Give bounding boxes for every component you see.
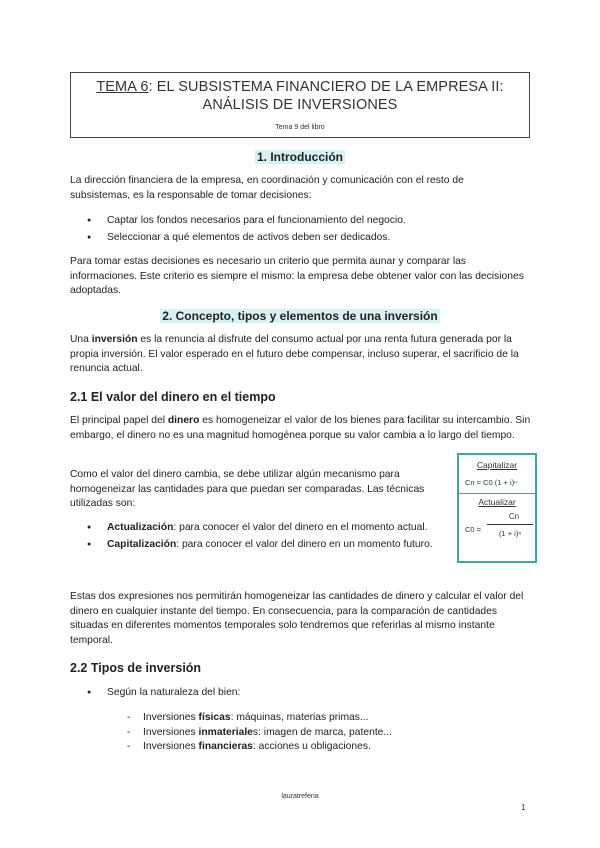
page-number: 1 — [521, 803, 526, 812]
heading-valor-dinero: 2.1 El valor del dinero en el tiempo — [70, 390, 276, 404]
title-rest: : EL SUBSISTEMA FINANCIERO DE LA EMPRESA II: — [148, 79, 504, 95]
heading-concepto: 2. Concepto, tipos y elementos de una inversión — [162, 309, 438, 323]
capitalizar-title: Capitalizar — [476, 460, 518, 470]
actualizar-numerator: Cn — [508, 512, 520, 521]
intro-paragraph: La dirección financiera de la empresa, en coordinación y comunicación con el resto de subsistemas, es la responsable de tomar decisiones: — [70, 175, 464, 201]
actualizar-formula — [459, 507, 535, 547]
heading-tipos-inversion: 2.2 Tipos de inversión — [70, 661, 202, 675]
tecnicas-bullets — [70, 521, 445, 554]
formula-box — [457, 453, 537, 563]
tecnicas-paragraph: Como el valor del dinero cambia, se debe utilizar algún mecanismo para homogeneizar las cantidades para que puedan ser comparadas. Las técnicas utilizadas son: — [70, 469, 425, 509]
list-item: ● Según la naturaleza del bien: — [70, 686, 240, 701]
tipos-bullets — [70, 686, 240, 701]
list-item: ● Captar los fondos necesarios para el funcionamiento del negocio. — [70, 214, 406, 229]
tipos-sublist — [125, 711, 392, 755]
fraction-bar — [487, 524, 533, 525]
formula-divider — [459, 493, 535, 494]
inversion-paragraph: Una inversión es la renuncia al disfrute del consumo actual por una renta futura generada por la propia inversión. El valor esperado en el futuro debe compensar, incluso superar, el sacrificio de la renuncia actual. — [70, 334, 519, 374]
list-item: ● Capitalización: para conocer el valor del dinero en un momento futuro. — [70, 538, 445, 553]
title-box — [70, 72, 530, 138]
capitalizar-formula: Cn = C0 (1 + i)ⁿ — [465, 478, 517, 487]
homogeneizar-paragraph: Estas dos expresiones nos permitirán homogeneizar las cantidades de dinero y calcular el valor del dinero en cualquier instante del tiempo. En consecuencia, para la comparación de cantidades situadas en diferentes momentos temporales solo tendremos que referirlas al mismo instante temporal. — [70, 591, 524, 646]
actualizar-lhs: C0 = — [465, 525, 482, 534]
dinero-paragraph: El principal papel del dinero es homogeneizar el valor de los bienes para facilitar su intercambio. Sin embargo, el dinero no es una magnitud homogénea porque su valor cambia a lo largo del tiempo. — [70, 415, 531, 441]
list-item: ● Actualización: para conocer el valor del dinero en el momento actual. — [70, 521, 445, 536]
heading-introduccion: 1. Introducción — [256, 150, 343, 164]
intro-bullets — [70, 214, 406, 245]
title-line-2: ANÁLISIS DE INVERSIONES — [202, 97, 398, 113]
actualizar-denominator: (1 + i)ⁿ — [498, 529, 522, 538]
title-tema: TEMA 6 — [96, 79, 149, 95]
list-item: - Inversiones inmateriales: imagen de marca, patente... — [125, 726, 392, 741]
title-subtitle: Tema 9 del libro — [275, 124, 325, 131]
actualizar-title: Actualizar — [478, 497, 516, 507]
footer-brand: lauratreferia — [281, 793, 319, 800]
list-item: ● Seleccionar a qué elementos de activos deben ser dedicados. — [70, 231, 406, 246]
intro-paragraph-2: Para tomar estas decisiones es necesario un criterio que permita aunar y comparar las informaciones. Este criterio es siempre el mismo: la empresa debe obtener valor con las decisiones adoptadas. — [70, 256, 524, 296]
list-item: - Inversiones financieras: acciones u obligaciones. — [125, 740, 392, 755]
list-item: - Inversiones físicas: máquinas, materias primas... — [125, 711, 392, 726]
title-line-1 — [71, 78, 529, 96]
